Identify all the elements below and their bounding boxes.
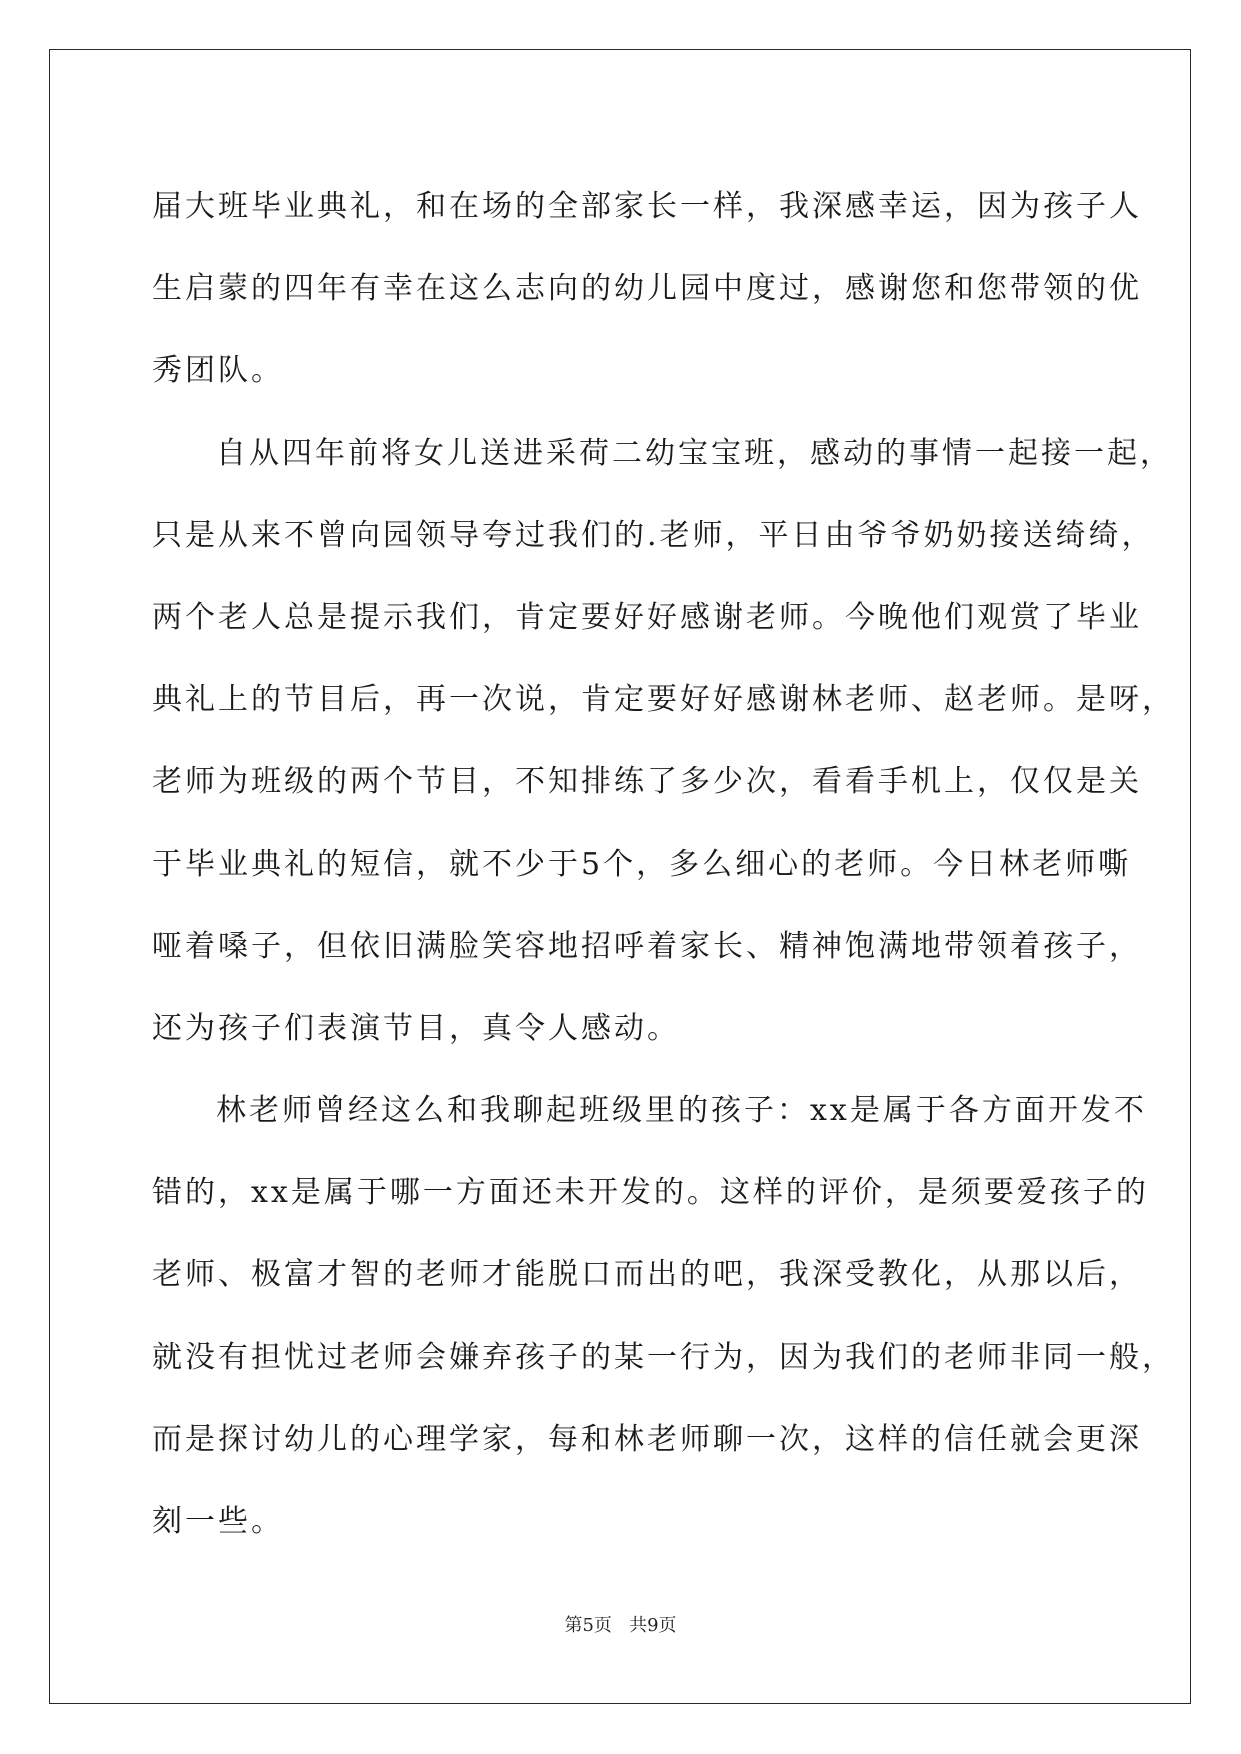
paragraph-first-line: 自从四年前将女儿送进采荷二幼宝宝班，感动的事情一起接一起，	[216, 435, 1173, 471]
text-line: 就没有担忧过老师会嫌弃孩子的某一行为，因为我们的老师非同一般，	[152, 1339, 1175, 1375]
text-line: 典礼上的节目后，再一次说，肯定要好好感谢林老师、赵老师。是呀，	[152, 682, 1175, 718]
text-line: 错的，xx是属于哪一方面还未开发的。这样的评价，是须要爱孩子的	[152, 1175, 1149, 1211]
document-body	[152, 166, 1175, 1563]
text-line: 只是从来不曾向园领导夸过我们的.老师，平日由爷爷奶奶接送绮绮，	[152, 517, 1155, 553]
page-number: 第5页	[564, 1615, 612, 1636]
text-line: 还为孩子们表演节目，真令人感动。	[152, 1010, 680, 1046]
text-line: 老师为班级的两个节目，不知排练了多少次，看看手机上，仅仅是关	[152, 764, 1142, 800]
paragraph-first-line: 林老师曾经这么和我聊起班级里的孩子：xx是属于各方面开发不	[216, 1093, 1147, 1129]
text-line: 而是探讨幼儿的心理学家，每和林老师聊一次，这样的信任就会更深	[152, 1421, 1142, 1457]
text-line: 老师、极富才智的老师才能脱口而出的吧，我深受教化，从那以后，	[152, 1257, 1142, 1293]
text-line: 哑着嗓子，但依旧满脸笑容地招呼着家长、精神饱满地带领着孩子，	[152, 928, 1142, 964]
text-line: 两个老人总是提示我们，肯定要好好感谢老师。今晚他们观赏了毕业	[152, 599, 1142, 635]
page-footer	[0, 1614, 1241, 1638]
text-line: 秀团队。	[152, 353, 284, 389]
page-total: 共9页	[629, 1615, 677, 1636]
text-line: 届大班毕业典礼，和在场的全部家长一样，我深感幸运，因为孩子人	[152, 189, 1142, 224]
text-line: 生启蒙的四年有幸在这么志向的幼儿园中度过，感谢您和您带领的优	[152, 271, 1142, 307]
text-line: 刻一些。	[152, 1504, 284, 1539]
text-line: 于毕业典礼的短信，就不少于5个，多么细心的老师。今日林老师嘶	[152, 846, 1132, 882]
